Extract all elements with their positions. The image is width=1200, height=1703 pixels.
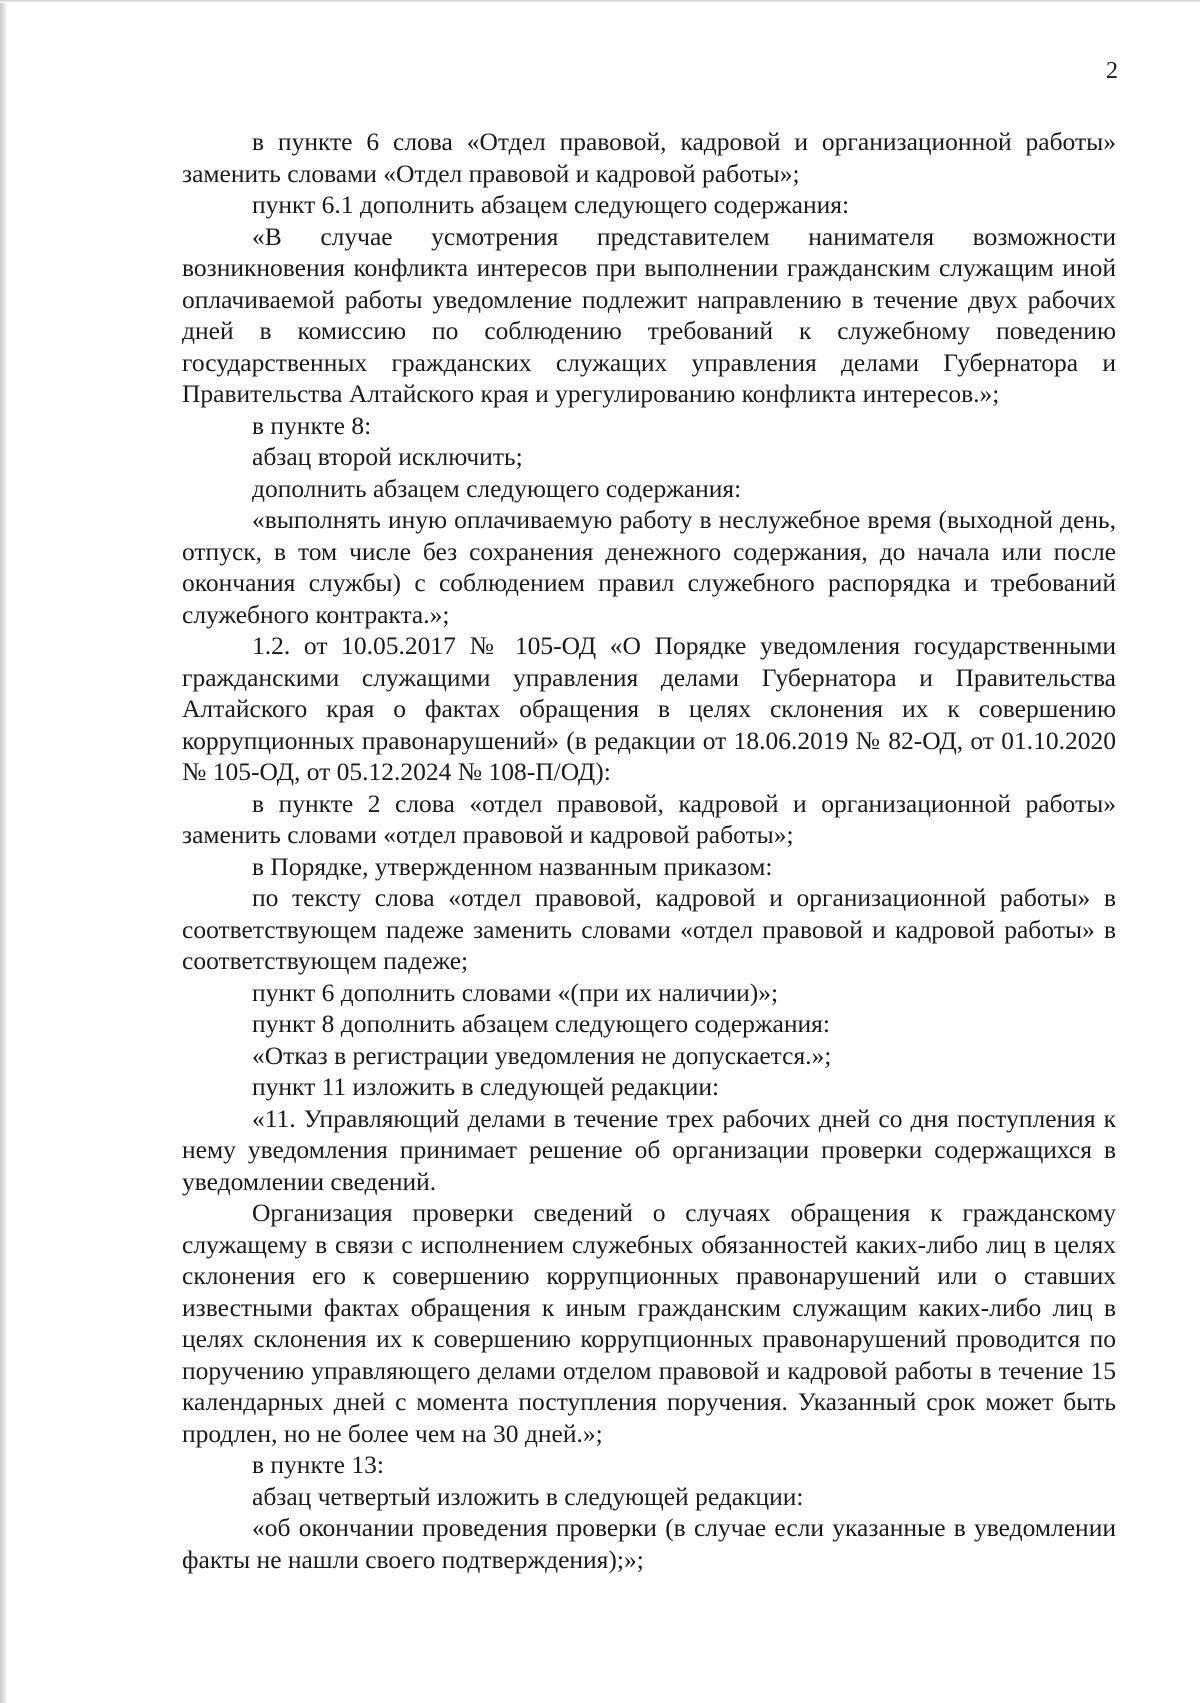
paragraph-11: по тексту слова «отдел правовой, кадровой и организационной работы» в соответствующем падеже заменить словами «отдел правовой и кадровой работы» в соответствующем падеже; bbox=[182, 883, 1116, 975]
paragraph-17: Организация проверки сведений о случаях обращения к гражданскому служащему в связи с исполнением служебных обязанностей каких-либо лиц в целях склонения его к совершению коррупционных правонарушений или о ставших известными фактах обращения к иным гражданским служащим каких-либо лиц в целях склонения их к совершению коррупционных правонарушений проводится по поручению управляющего делами отделом правовой и кадровой работы в течение 15 календарных дней с момента поступления поручения. Указанный срок может быть продлен, но не более чем на 30 дней.»; bbox=[182, 1198, 1116, 1448]
paragraph-16: «11. Управляющий делами в течение трех рабочих дней со дня поступления к нему уведомления принимает решение об организации проверки содержащихся в уведомлении сведений. bbox=[182, 1103, 1116, 1196]
paragraph-18: в пункте 13: bbox=[252, 1450, 384, 1479]
paragraph-14: «Отказ в регистрации уведомления не допускается.»; bbox=[252, 1040, 832, 1070]
paragraph-1: в пункте 6 слова «Отдел правовой, кадровой и организационной работы» заменить словами «Отдел правовой и кадровой работы»; bbox=[182, 127, 1116, 188]
scan-edge-top bbox=[0, 0, 1200, 3]
paragraph-3: «В случае усмотрения представителем нанимателя возможности возникновения конфликта интересов при выполнении гражданским служащим иной оплачиваемой работы уведомление подлежит направлению в течение двух рабочих дней в комиссию по соблюдению требований к служебному поведению государственных гражданских служащих управления делами Губернатора и Правительства Алтайского края и урегулированию конфликта интересов.»; bbox=[182, 221, 1116, 408]
document-body bbox=[182, 126, 1116, 1575]
paragraph-4: в пункте 8: bbox=[252, 410, 372, 440]
paragraph-20: «об окончании проведения проверки (в случае если указанные в уведомлении факты не нашли своего подтверждения);»; bbox=[182, 1513, 1116, 1574]
scan-edge-left bbox=[0, 0, 6, 1703]
paragraph-15: пункт 11 изложить в следующей редакции: bbox=[252, 1072, 720, 1101]
paragraph-19: абзац четвертый изложить в следующей редакции: bbox=[252, 1481, 804, 1511]
paragraph-7: «выполнять иную оплачиваемую работу в неслужебное время (выходной день, отпуск, в том числе без сохранения денежного содержания, до начала или после окончания службы) с соблюдением правил служебного распорядка и требований служебного контракта.»; bbox=[182, 505, 1116, 629]
paragraph-8: 1.2. от 10.05.2017 № 105-ОД «О Порядке уведомления государственными гражданскими служащими управления делами Губернатора и Правительства Алтайского края о фактах обращения в целях склонения их к совершению коррупционных правонарушений» (в редакции от 18.06.2019 № 82-ОД, от 01.10.2020 № 105-ОД, от 05.12.2024 № 108-П/ОД): bbox=[182, 631, 1116, 786]
page-number: 2 bbox=[1106, 58, 1118, 84]
paragraph-13: пункт 8 дополнить абзацем следующего содержания: bbox=[252, 1009, 830, 1038]
paragraph-2: пункт 6.1 дополнить абзацем следующего содержания: bbox=[252, 190, 850, 219]
paragraph-5: абзац второй исключить; bbox=[252, 442, 523, 471]
paragraph-10: в Порядке, утвержденном названным приказом: bbox=[252, 851, 773, 881]
paragraph-12: пункт 6 дополнить словами «(при их наличии)»; bbox=[252, 977, 779, 1007]
paragraph-6: дополнить абзацем следующего содержания: bbox=[252, 473, 742, 503]
paragraph-9: в пункте 2 слова «отдел правовой, кадровой и организационной работы» заменить словами «отдел правовой и кадровой работы»; bbox=[182, 788, 1116, 849]
